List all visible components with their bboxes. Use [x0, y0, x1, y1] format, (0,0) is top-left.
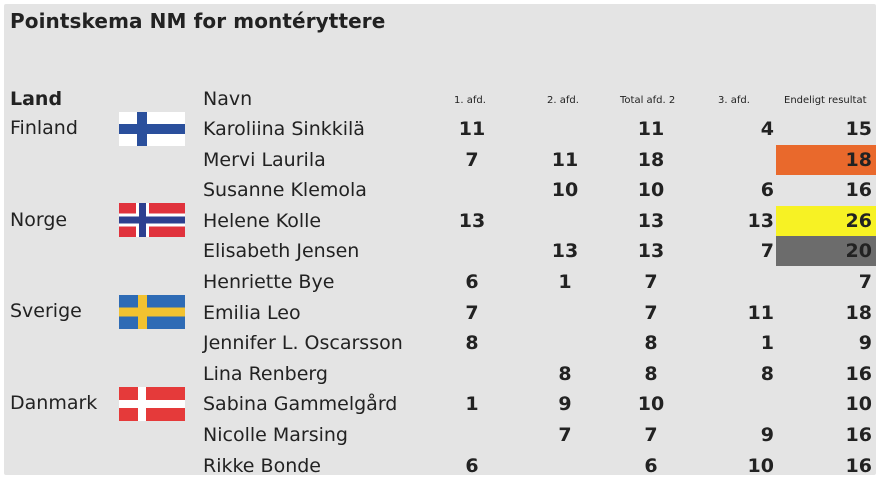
total-afd2-value: 10	[637, 179, 665, 202]
table-row	[4, 206, 876, 236]
header-land: Land	[10, 88, 63, 110]
total-afd2-value: 8	[644, 362, 658, 385]
afd3-value: 1	[760, 332, 774, 355]
afd3-value: 13	[747, 209, 774, 232]
country-norge: Norge	[10, 209, 68, 231]
afd3-value: 11	[747, 301, 774, 324]
result-value: 18	[845, 301, 872, 324]
total-afd2-value: 7	[644, 271, 658, 293]
afd3-value: 8	[760, 362, 774, 385]
table-row	[4, 298, 876, 328]
result-value: 15	[845, 118, 872, 140]
header-afd3: 3. afd.	[718, 95, 750, 106]
rider-name: Mervi Laurila	[203, 148, 326, 171]
afd3-value	[724, 267, 774, 297]
header-afd2: 2. afd.	[547, 95, 579, 106]
afd1-value: 13	[458, 209, 486, 232]
header-navn: Navn	[203, 88, 253, 110]
rider-name: Lina Renberg	[203, 362, 328, 385]
country-danmark: Danmark	[10, 392, 98, 414]
afd1-value	[450, 359, 494, 389]
afd3-value	[724, 145, 774, 175]
header-total-afd2: Total afd. 2	[620, 95, 676, 106]
afd3-value	[724, 389, 774, 419]
rider-name: Emilia Leo	[203, 301, 301, 324]
result-value: 9	[858, 332, 872, 355]
rider-name: Sabina Gammelgård	[203, 393, 398, 416]
table-row	[4, 389, 876, 419]
afd1-value: 8	[465, 332, 479, 355]
total-afd2-value: 8	[644, 332, 658, 355]
table-row	[4, 267, 876, 297]
total-afd2-value: 10	[637, 393, 665, 416]
afd1-value: 6	[465, 271, 479, 293]
table-row	[4, 175, 876, 205]
afd2-value: 9	[558, 393, 572, 416]
country-sverige: Sverige	[10, 300, 82, 322]
result-value: 16	[845, 424, 872, 446]
afd1-value	[450, 420, 494, 450]
table-row	[4, 114, 876, 144]
header-afd1: 1. afd.	[454, 95, 486, 106]
result-value: 7	[858, 271, 872, 293]
result-value: 10	[845, 393, 872, 416]
afd2-value: 1	[558, 271, 572, 293]
total-afd2-value: 11	[637, 118, 665, 140]
rider-name: Elisabeth Jensen	[203, 240, 360, 263]
table-row	[4, 451, 876, 481]
afd2-value: 11	[551, 148, 579, 171]
country-finland: Finland	[10, 117, 78, 139]
afd1-value: 11	[458, 118, 486, 140]
total-afd2-value: 13	[637, 209, 665, 232]
table-row	[4, 328, 876, 358]
table-row	[4, 359, 876, 389]
points-sheet	[4, 4, 876, 475]
afd3-value: 6	[760, 179, 774, 202]
header-endeligt: Endeligt resultat	[784, 95, 867, 106]
afd1-value: 7	[465, 148, 479, 171]
total-afd2-value: 18	[637, 148, 665, 171]
rider-name: Rikke Bonde	[203, 454, 321, 477]
table-row	[4, 236, 876, 266]
afd2-value	[540, 298, 590, 328]
afd1-value	[450, 175, 494, 205]
afd1-value	[450, 236, 494, 266]
rider-name: Karoliina Sinkkilä	[203, 118, 365, 140]
rider-name: Nicolle Marsing	[203, 424, 348, 446]
afd1-value: 1	[465, 393, 479, 416]
afd2-value: 7	[558, 424, 572, 446]
table-row	[4, 420, 876, 450]
total-afd2-value: 7	[644, 301, 658, 324]
result-value: 16	[845, 362, 872, 385]
afd3-value: 10	[747, 454, 774, 477]
afd3-value: 4	[760, 118, 774, 140]
result-value: 20	[776, 236, 876, 266]
result-value: 18	[776, 145, 876, 175]
result-value: 16	[845, 454, 872, 477]
afd3-value: 9	[760, 424, 774, 446]
total-afd2-value: 7	[644, 424, 658, 446]
afd2-value	[540, 114, 590, 144]
total-afd2-value: 13	[637, 240, 665, 263]
afd2-value	[540, 451, 590, 481]
afd2-value: 8	[558, 362, 572, 385]
afd2-value	[540, 206, 590, 236]
result-value: 26	[776, 206, 876, 236]
result-value: 16	[845, 179, 872, 202]
rider-name: Susanne Klemola	[203, 179, 367, 202]
rider-name: Jennifer L. Oscarsson	[203, 332, 403, 355]
rider-name: Helene Kolle	[203, 209, 322, 232]
afd2-value: 13	[551, 240, 579, 263]
rider-name: Henriette Bye	[203, 271, 335, 293]
afd3-value: 7	[760, 240, 774, 263]
afd2-value: 10	[551, 179, 579, 202]
afd2-value	[540, 328, 590, 358]
page-title: Pointskema NM for montéryttere	[10, 9, 386, 33]
total-afd2-value: 6	[644, 454, 658, 477]
table-row	[4, 145, 876, 175]
afd1-value: 6	[465, 454, 479, 477]
afd1-value: 7	[465, 301, 479, 324]
